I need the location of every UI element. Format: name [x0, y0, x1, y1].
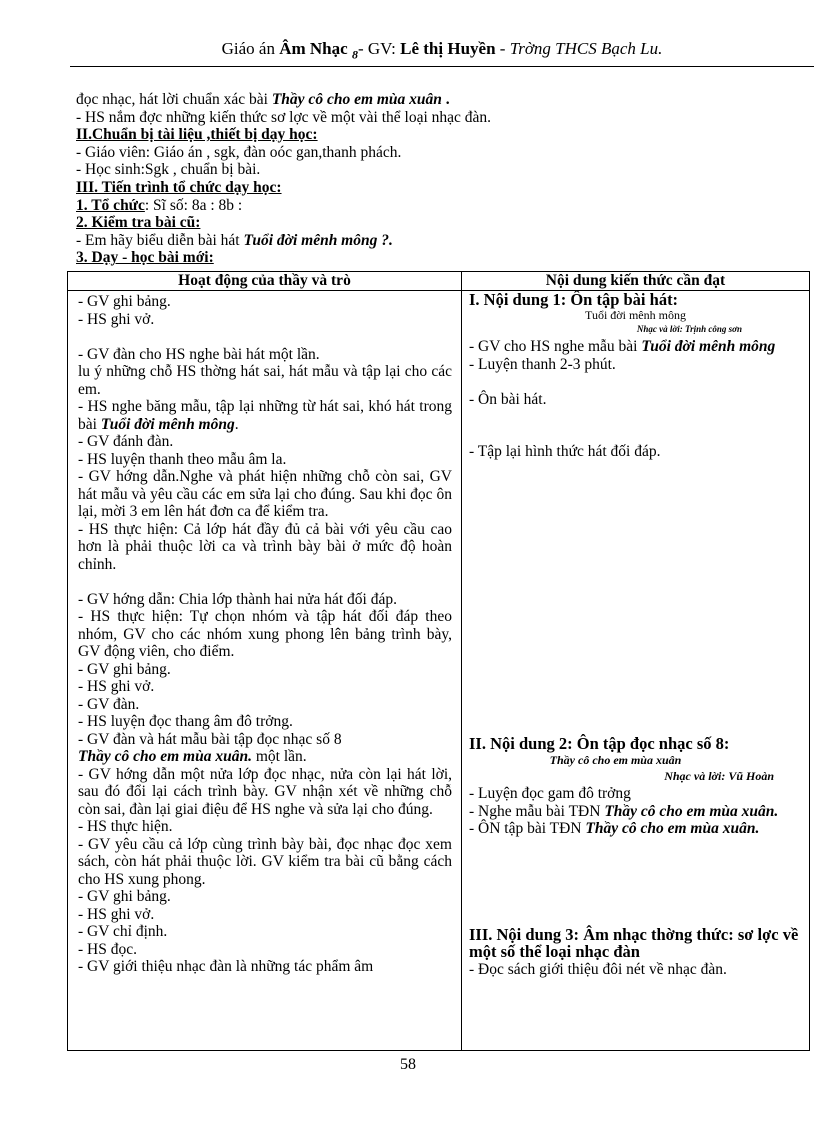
activity-line: - GV đánh đàn.: [78, 433, 174, 450]
intro-text: .: [441, 91, 450, 108]
spacer: [469, 373, 802, 391]
intro-line-step1: [76, 197, 816, 215]
attendance-text: : Sĩ số: 8a : 8b :: [144, 196, 243, 214]
header-grade: 8: [351, 47, 358, 62]
activity-line: - HS thực hiện: Cả lớp hát đầy đủ cả bài với yêu cầu cao hơn là phải thuộc lời ca và trình bày bài ở mức độ hoàn chỉnh.: [78, 520, 452, 573]
page-number: 58: [400, 1056, 416, 1073]
activity-text: .: [234, 415, 239, 433]
content-text: - ÔN tập bài TĐN: [469, 820, 586, 837]
song-title: Thầy cô cho em mùa xuân.: [78, 748, 252, 765]
step-1-label: 1. Tổ chức: [76, 196, 145, 214]
activity-line: - HS đọc.: [78, 940, 137, 958]
song-title: Tuổi đời mênh mông: [100, 415, 235, 433]
activity-line: [78, 398, 452, 433]
content-column: [469, 291, 802, 978]
section-heading-3: III. Tiến trình tổ chức dạy học:: [76, 178, 282, 196]
intro-section: [76, 91, 816, 267]
spacer: [469, 838, 802, 926]
activity-line: - HS ghi vở.: [78, 678, 155, 695]
content-line: - Tập lại hình thức hát đối đáp.: [469, 443, 661, 460]
song-subtitle: Thầy cô cho em mùa xuân: [549, 753, 682, 767]
content-line: - Luyện thanh 2-3 phút.: [469, 355, 616, 373]
activity-line: - GV chỉ định.: [78, 923, 168, 940]
activity-text: một lần.: [251, 748, 307, 765]
activity-text: - HS nghe băng mẫu, tập lại những từ hát sai, khó hát trong bài: [78, 398, 452, 433]
activity-line: - GV đàn cho HS nghe bài hát một lần.: [78, 345, 320, 363]
song-title: Thầy cô cho em mùa xuân.: [585, 820, 760, 837]
intro-text: đọc nhạc, hát lời chuẩn xác bài: [76, 91, 272, 108]
activities-column: [78, 293, 452, 976]
song-subtitle: Tuổi đời mênh mông: [585, 307, 686, 322]
header-prefix: Giáo án: [221, 39, 280, 58]
content-line: [469, 803, 802, 821]
content-heading-1: I. Nội dung 1: Ôn tập bài hát:: [469, 290, 679, 309]
content-line: [469, 820, 802, 838]
spacer: [469, 461, 802, 735]
activity-line: - HS ghi vở.: [78, 310, 155, 328]
header-gv-prefix: - GV:: [357, 39, 401, 58]
activity-line: - GV đàn.: [78, 695, 140, 713]
activity-line: - GV hớng dẫn một nửa lớp đọc nhạc, nửa còn lại hát lời, sau đó đổi lại cách trình bày. GV nhận xét về những chỗ còn sai, đàn lại giai điệu để HS nghe và sửa lại cho đúng.: [78, 765, 452, 818]
activity-line: - GV yêu cầu cả lớp cùng trình bày bài, đọc nhạc đọc xem sách, còn hát phải thuộc lời. GV kiểm tra bài cũ bằng cách cho HS xung phong.: [78, 835, 452, 888]
song-title: Tuổi đời mênh mông: [641, 338, 776, 355]
col2-header: Nội dung kiến thức cần đạt: [545, 272, 726, 289]
header-school: - Trờng THCS Bạch Lu.: [495, 39, 663, 58]
content-line: - Ôn bài hát.: [469, 390, 547, 408]
spacer: [78, 328, 452, 346]
lesson-table: [67, 271, 810, 1051]
activity-line: - GV hớng dẫn: Chia lớp thành hai nửa hát đối đáp.: [78, 590, 397, 608]
activity-line: - HS thực hiện.: [78, 818, 173, 835]
page-header: [70, 38, 814, 67]
intro-line-4: - Học sinh:Sgk , chuẩn bị bài.: [76, 161, 261, 179]
activity-line: lu ý những chỗ HS thờng hát sai, hát mẫu và tập lại cho các em.: [78, 363, 452, 398]
activity-line: [78, 748, 452, 766]
song-title: Thầy cô cho em mùa xuân.: [604, 802, 779, 820]
song-title: Thầy cô cho em mùa xuân: [271, 91, 442, 108]
song-credit: Nhạc và lời: Vũ Hoàn: [664, 768, 774, 783]
activity-line: - GV hớng dẫn.Nghe và phát hiện những chỗ còn sai, GV hát mẫu và yêu cầu các em sửa lại cho đúng. Sau khi đọc ôn lại, mời 3 em lên hát đơn ca để kiểm tra.: [78, 468, 452, 520]
step-3-heading: 3. Dạy - học bài mới:: [76, 249, 214, 267]
activity-line: - GV ghi bảng.: [78, 293, 171, 310]
col1-header: Hoạt động của thầy và trò: [178, 272, 351, 289]
song-credit: Nhạc và lời: Trịnh công sơn: [636, 324, 742, 334]
spacer: [78, 573, 452, 591]
activity-line: - GV ghi bảng.: [78, 888, 171, 905]
activity-line: - HS luyện thanh theo mẫu âm la.: [78, 450, 287, 468]
column-divider: [461, 272, 462, 1050]
content-line: [469, 338, 802, 356]
intro-line-3: - Giáo viên: Giáo án , sgk, đàn oóc gan,thanh phách.: [76, 143, 402, 161]
intro-line-2: - HS nắm đợc những kiến thức sơ lợc về một vài thể loại nhạc đàn.: [76, 108, 492, 126]
intro-text: - Em hãy biểu diễn bài hát: [76, 231, 244, 249]
activity-line: - GV đàn và hát mẫu bài tập đọc nhạc số 8: [78, 730, 342, 748]
table-header-row: [68, 272, 809, 291]
content-heading-2: II. Nội dung 2: Ôn tập đọc nhạc số 8:: [469, 733, 730, 753]
activity-line: - GV ghi bảng.: [78, 660, 171, 678]
activity-line: - GV giới thiệu nhạc đàn là những tác phẩm âm: [78, 958, 374, 975]
spacer: [469, 408, 802, 443]
header-teacher: Lê thị Huyền: [400, 39, 496, 58]
content-line: - Luyện đọc gam đô trởng: [469, 785, 631, 802]
content-heading-3: III. Nội dung 3: Âm nhạc thờng thức: sơ lợc về một số thể loại nhạc đàn: [469, 924, 799, 961]
content-line: - Đọc sách giới thiệu đôi nét về nhạc đàn.: [469, 960, 727, 978]
step-2-heading: 2. Kiểm tra bài cũ:: [76, 214, 201, 232]
song-title: Tuổi đời mênh mông ?.: [243, 231, 393, 249]
activity-line: - HS luyện đọc thang âm đô trởng.: [78, 713, 293, 730]
content-text: - Nghe mẫu bài TĐN: [469, 802, 605, 820]
activity-line: - HS ghi vở.: [78, 905, 155, 923]
intro-line-1: [76, 91, 816, 109]
header-subject: Âm Nhạc: [279, 39, 348, 58]
content-text: - GV cho HS nghe mẫu bài: [469, 338, 642, 355]
intro-line-5: [76, 232, 816, 250]
section-heading-2: II.Chuẩn bị tài liệu ,thiết bị dạy học:: [76, 126, 318, 144]
activity-line: - HS thực hiện: Tự chọn nhóm và tập hát đối đáp theo nhóm, GV cho các nhóm xung phong lên bảng trình bày, GV động viên, cho điểm.: [78, 608, 452, 660]
